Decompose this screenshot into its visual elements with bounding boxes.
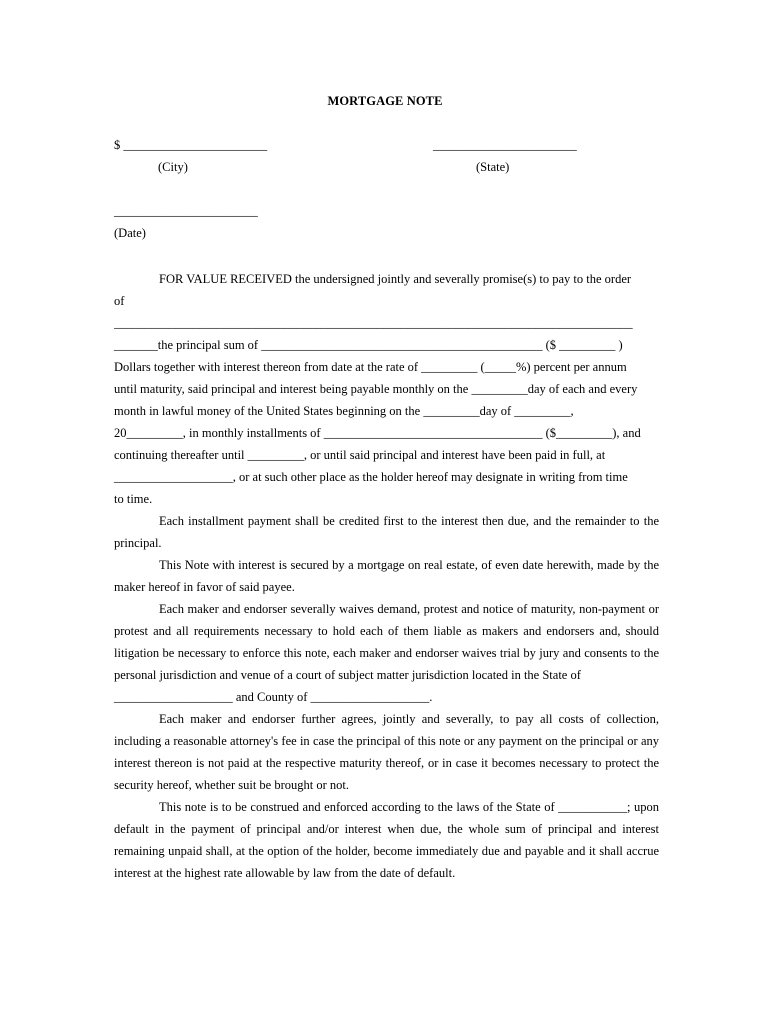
city-state-line: _______________________	[433, 138, 577, 152]
paragraph-1-line-1: FOR VALUE RECEIVED the undersigned jointly and severally promise(s) to pay to the order	[159, 272, 632, 286]
paragraph-5: Each maker and endorser further agrees, jointly and severally, to pay all costs of collection, including a reasonable attorney's fee in case the principal of this note or any payment on the principal or any interest thereon is not paid at the respective maturity thereof, or in case it becomes necessary to protect the security hereof, whether suit be brought or not.	[114, 712, 659, 792]
state-label: (State)	[476, 160, 510, 174]
document-title: MORTGAGE NOTE	[327, 94, 443, 108]
amount-line: $ _______________________	[114, 138, 268, 152]
paragraph-1-line-9: continuing thereafter until _________, or until said principal and interest have been paid in full, at	[114, 448, 606, 462]
paragraph-1-line-4: _______the principal sum of _____________________________________________ ($ _________ )	[114, 338, 623, 352]
paragraph-1-line-6: until maturity, said principal and interest being payable monthly on the _________day of each and every	[114, 382, 638, 396]
paragraph-1-line-8: 20_________, in monthly installments of ___________________________________ ($_________), and	[114, 426, 641, 440]
city-label: (City)	[158, 160, 188, 174]
paragraph-1-line-7: month in lawful money of the United States beginning on the _________day of _________,	[114, 404, 574, 418]
paragraph-1-line-5: Dollars together with interest thereon from date at the rate of _________ (_____%) percent per annum	[114, 360, 627, 374]
paragraph-4-last-line: ___________________ and County of ___________________.	[114, 690, 433, 704]
paragraph-1-line-11: to time.	[114, 492, 153, 506]
date-label: (Date)	[114, 226, 146, 240]
document-body	[114, 268, 659, 884]
paragraph-2: Each installment payment shall be credited first to the interest then due, and the remainder to the principal.	[114, 514, 659, 550]
paragraph-3: This Note with interest is secured by a mortgage on real estate, of even date herewith, made by the maker hereof in favor of said payee.	[114, 558, 659, 594]
paragraph-4: Each maker and endorser severally waives demand, protest and notice of maturity, non-payment or protest and all requirements necessary to hold each of them liable as makers and endorsers and, should litigation be necessary to enforce this note, each maker and endorser waives trial by jury and consents to the personal jurisdiction and venue of a court of subject matter jurisdiction located in the State of	[114, 602, 659, 682]
payee-line: _____________________________________________________________________________________	[114, 316, 633, 330]
paragraph-1-line-2: of	[114, 294, 125, 308]
paragraph-6: This note is to be construed and enforced according to the laws of the State of ___________; upon default in the payment of principal and/or interest when due, the whole sum of principal and interest remaining unpaid shall, at the option of the holder, become immediately due and payable and it shall accrue interest at the highest rate allowable by law from the date of default.	[114, 800, 659, 880]
date-line: _______________________	[114, 204, 258, 218]
paragraph-1-line-10: ___________________, or at such other place as the holder hereof may designate in writing from time	[114, 470, 628, 484]
